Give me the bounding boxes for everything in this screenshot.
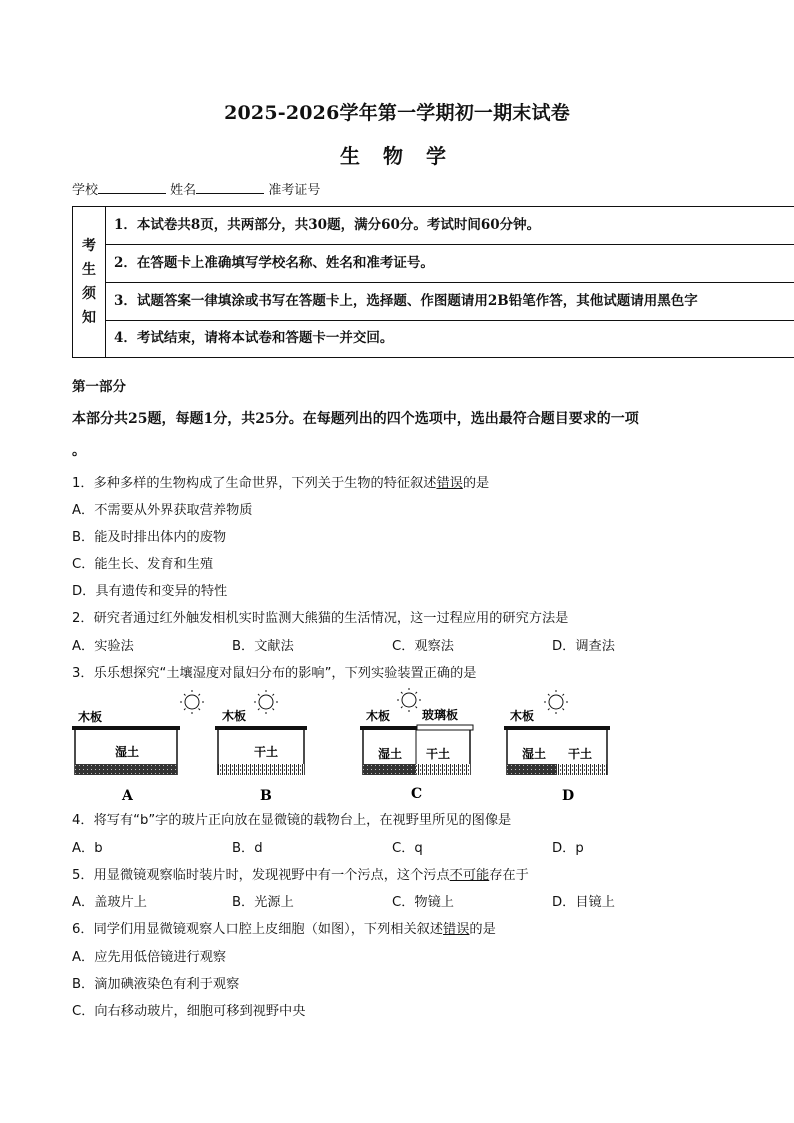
wet-soil xyxy=(507,764,557,775)
figure-label-c: C xyxy=(411,786,423,802)
option-c: C．物镜上 xyxy=(392,895,454,910)
board-label: 木板 xyxy=(510,709,535,723)
student-info-line xyxy=(72,179,320,198)
setup-c xyxy=(360,688,473,775)
question-4-options xyxy=(72,837,712,856)
sun-icon xyxy=(254,690,278,714)
sun-icon xyxy=(397,688,421,712)
soil-label: 干土 xyxy=(254,745,279,759)
school-blank[interactable] xyxy=(98,181,166,194)
dry-soil xyxy=(557,764,607,775)
question-6-option-c: C．向右移动玻片，细胞可移到视野中央 xyxy=(72,1004,306,1019)
soil-label: 湿土 xyxy=(115,745,140,759)
glass-label: 玻璃板 xyxy=(422,708,459,722)
section-description-tail: 。 xyxy=(72,443,86,459)
question-2-options xyxy=(72,635,712,654)
notice-item: 2．在答题卡上准确填写学校名称、姓名和准考证号。 xyxy=(106,245,794,283)
option-d: D．p xyxy=(552,841,584,856)
question-1-option-a: A．不需要从外界获取营养物质 xyxy=(72,503,253,518)
question-6-option-a: A．应先用低倍镜进行观察 xyxy=(72,950,227,965)
question-5-options xyxy=(72,891,712,910)
option-b: B．文献法 xyxy=(232,639,294,654)
question-2-stem: 2．研究者通过红外触发相机实时监测大熊猫的生活情况，这一过程应用的研究方法是 xyxy=(72,611,569,626)
figure-label-d: D xyxy=(562,788,575,804)
option-b: B．d xyxy=(232,841,263,856)
section-description: 本部分共25题，每题1分，共25分。在每题列出的四个选项中，选出最符合题目要求的一项 xyxy=(72,411,639,427)
name-blank[interactable] xyxy=(196,181,264,194)
option-d: D．调查法 xyxy=(552,639,615,654)
option-c: C．观察法 xyxy=(392,639,454,654)
question-4-stem: 4．将写有“b”字的玻片正向放在显微镜的载物台上，在视野里所见的图像是 xyxy=(72,813,512,828)
exam-title: 2025-2026学年第一学期初一期末试卷 xyxy=(224,102,570,124)
name-label: 姓名 xyxy=(170,183,197,198)
option-d: D．目镜上 xyxy=(552,895,615,910)
sun-icon xyxy=(544,690,568,714)
dry-soil xyxy=(218,764,304,775)
notice-side-label: 考 生 须 知 xyxy=(73,207,106,357)
option-c: C．q xyxy=(392,841,423,856)
board-label: 木板 xyxy=(222,709,247,723)
wet-soil xyxy=(363,764,416,775)
option-a: A．盖玻片上 xyxy=(72,895,147,910)
figure-label-b: B xyxy=(260,788,272,804)
question-6-option-b: B．滴加碘液染色有利于观察 xyxy=(72,977,240,992)
soil-label: 干土 xyxy=(426,747,451,761)
soil-label: 湿土 xyxy=(522,747,547,761)
wet-soil xyxy=(75,764,177,775)
question-1-option-b: B．能及时排出体内的废物 xyxy=(72,530,227,545)
notice-box xyxy=(72,206,794,358)
figure-label-a: A xyxy=(122,788,133,804)
question-3-stem: 3．乐乐想探究“土壤湿度对鼠妇分布的影响”，下列实验装置正确的是 xyxy=(72,666,477,681)
question-1-option-d: D．具有遗传和变异的特性 xyxy=(72,584,228,599)
section-heading: 第一部分 xyxy=(72,379,126,395)
sun-icon xyxy=(180,690,204,714)
option-b: B．光源上 xyxy=(232,895,294,910)
notice-item: 1．本试卷共8页，共两部分，共30题，满分60分。考试时间60分钟。 xyxy=(106,207,794,245)
notice-item: 4．考试结束，请将本试卷和答题卡一并交回。 xyxy=(114,330,394,346)
exam-id-label: 准考证号 xyxy=(268,183,321,198)
setup-d xyxy=(504,690,610,775)
setup-a xyxy=(72,690,204,775)
option-a: A．b xyxy=(72,841,103,856)
question-1-stem: 1．多种多样的生物构成了生命世界，下列关于生物的特征叙述错误的是 xyxy=(72,476,490,491)
question-5-stem: 5．用显微镜观察临时装片时，发现视野中有一个污点，这个污点不可能存在于 xyxy=(72,868,529,883)
school-label: 学校 xyxy=(72,183,99,198)
dry-soil xyxy=(416,764,470,775)
board-label: 木板 xyxy=(366,709,391,723)
board-label: 木板 xyxy=(78,710,103,724)
question-6-stem: 6．同学们用显微镜观察人口腔上皮细胞（如图），下列相关叙述错误的是 xyxy=(72,922,496,937)
question-1-option-c: C．能生长、发育和生殖 xyxy=(72,557,214,572)
question-3-figure xyxy=(70,688,630,806)
setup-b xyxy=(215,690,307,775)
soil-label: 湿土 xyxy=(378,747,403,761)
subject-title: 生 物 学 xyxy=(340,144,454,168)
notice-item: 3．试题答案一律填涂或书写在答题卡上，选择题、作图题请用2B铅笔作答，其他试题请用黑色字 xyxy=(106,283,794,321)
option-a: A．实验法 xyxy=(72,639,134,654)
soil-label: 干土 xyxy=(568,747,593,761)
